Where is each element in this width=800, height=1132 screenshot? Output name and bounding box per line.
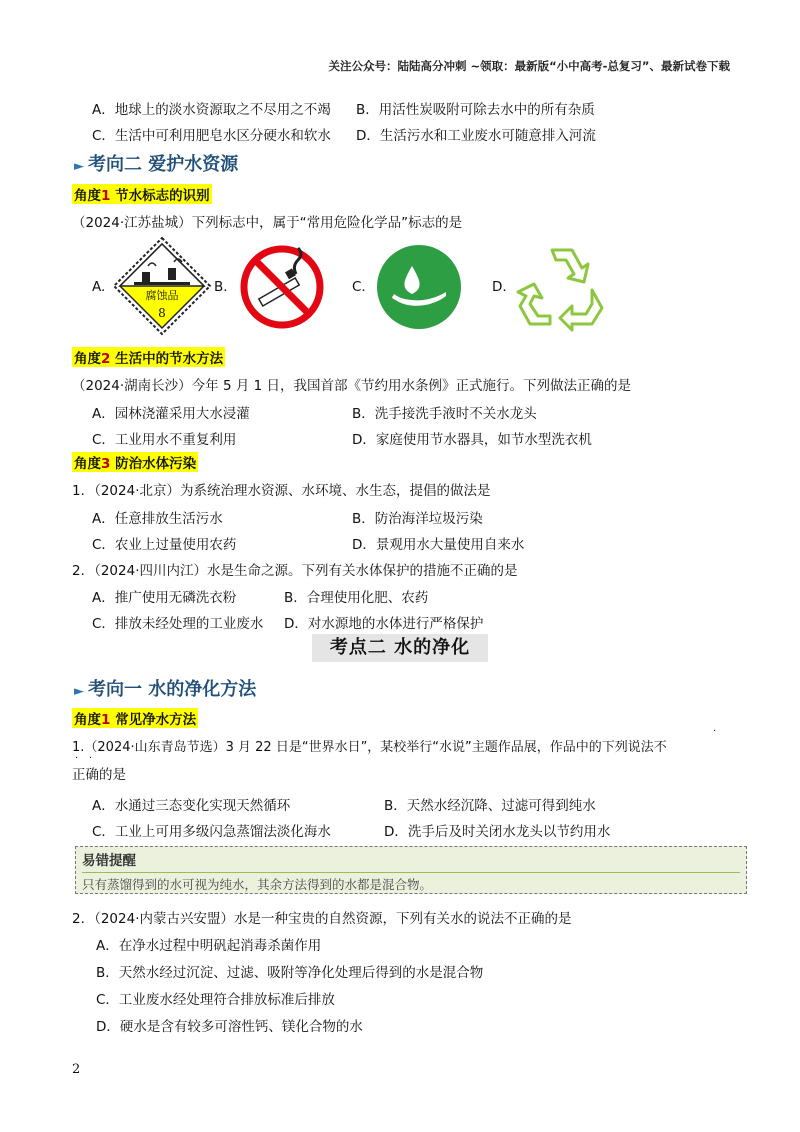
q2-option-a: A．园林浇灌采用大水浸灌 [92, 406, 250, 422]
q1-option-b-label: B. [214, 279, 228, 295]
tip-title: 易错提醒 [82, 853, 136, 869]
q0-option-b: B．用活性炭吸附可除去水中的所有杂质 [356, 102, 595, 118]
q0-option-d: D．生活污水和工业废水可随意排入河流 [356, 128, 596, 144]
q5-stem-line1: 1.（2024·山东青岛节选）3 月 22 日是“世界水日”，某校举行“水说”主题作品展，作品中的下列说法不 [72, 740, 667, 755]
angle-number: 1 [101, 712, 111, 728]
angle-text: 节水标志的识别 [115, 188, 210, 204]
recycle-sign-icon [514, 240, 608, 334]
angle-number: 1 [101, 188, 111, 204]
angle-prefix: 角度 [74, 456, 101, 472]
q6-option-a: A．在净水过程中明矾起消毒杀菌作用 [96, 938, 322, 954]
q6-option-c: C．工业废水经处理符合排放标准后排放 [96, 992, 335, 1008]
tip-body: 只有蒸馏得到的水可视为纯水，其余方法得到的水都是混合物。 [82, 877, 433, 892]
q5-option-d: D．洗手后及时关闭水龙头以节约用水 [384, 824, 611, 840]
no-smoking-sign-icon [236, 244, 328, 330]
q3-stem: 1．（2024·北京）为系统治理水资源、水环境、水生态，提倡的做法是 [72, 483, 491, 499]
q1-option-c-label: C. [352, 279, 366, 295]
angle-prefix: 角度 [74, 712, 101, 728]
q6-option-d: D．硬水是含有较多可溶性钙、镁化合物的水 [96, 1019, 363, 1035]
q5-option-b: B．天然水经沉降、过滤可得到纯水 [384, 798, 596, 814]
corrosive-sign-text: 腐蚀品 [145, 289, 179, 302]
section-marker-icon: ► [74, 159, 84, 174]
water-saving-sign-icon [374, 244, 464, 330]
emphasis-dot: · [89, 753, 93, 764]
kaodian-heading: 考点二 水的净化 [312, 634, 488, 662]
q1-option-d-label: D. [492, 279, 507, 295]
mistake-tip-box [75, 846, 747, 894]
angle-label-2 [72, 347, 225, 367]
q5-option-a: A．水通过三态变化实现天然循环 [92, 798, 291, 814]
angle-prefix: 角度 [74, 351, 101, 367]
q3-option-d: D．景观用水大量使用自来水 [352, 537, 525, 553]
corrosive-sign-number: 8 [158, 306, 166, 320]
section-heading-protect-water [74, 150, 238, 176]
section-heading-purification [74, 675, 256, 701]
angle-label-1 [72, 184, 212, 204]
page-number: 2 [72, 1062, 81, 1077]
angle-prefix: 角度 [74, 188, 101, 204]
q4-option-c: C．排放未经处理的工业废水 [92, 616, 264, 632]
angle-text: 防治水体污染 [115, 456, 197, 472]
q4-option-d: D．对水源地的水体进行严格保护 [284, 616, 484, 632]
angle-text: 常见净水方法 [115, 712, 197, 728]
emphasis-dot: · [75, 753, 79, 764]
q0-option-a: A．地球上的淡水资源取之不尽用之不竭 [92, 102, 331, 118]
q3-option-b: B．防治海洋垃圾污染 [352, 511, 483, 527]
q6-stem: 2．（2024·内蒙古兴安盟）水是一种宝贵的自然资源，下列有关水的说法不正确的是 [72, 911, 572, 927]
angle-label-purification-1 [72, 708, 198, 728]
angle-text: 生活中的节水方法 [115, 351, 224, 367]
angle-number: 2 [101, 351, 111, 367]
emphasis-dot: · [713, 726, 717, 737]
q4-option-b: B．合理使用化肥、农药 [284, 590, 429, 606]
angle-label-3 [72, 452, 198, 472]
q2-option-b: B．洗手接洗手液时不关水龙头 [352, 406, 537, 422]
angle-number: 3 [101, 456, 111, 472]
q6-option-b: B．天然水经过沉淀、过滤、吸附等净化处理后得到的水是混合物 [96, 965, 484, 981]
q2-stem: （2024·湖南长沙）今年 5 月 1 日，我国首部《节约用水条例》正式施行。下列做法正确的是 [72, 378, 631, 394]
section-title: 考向一 水的净化方法 [88, 679, 257, 700]
q4-option-a: A．推广使用无磷洗衣粉 [92, 590, 237, 606]
q2-option-d: D．家庭使用节水器具，如节水型洗衣机 [352, 432, 592, 448]
section-title: 考向二 爱护水资源 [88, 154, 239, 175]
q5-option-c: C．工业上可用多级闪急蒸馏法淡化海水 [92, 824, 331, 840]
q1-option-a-label: A. [92, 279, 106, 295]
q3-option-a: A．任意排放生活污水 [92, 511, 223, 527]
q4-stem: 2．（2024·四川内江）水是生命之源。下列有关水体保护的措施不正确的是 [72, 563, 518, 579]
corrosive-hazard-sign-icon [112, 236, 212, 336]
q3-option-c: C．农业上过量使用农药 [92, 537, 237, 553]
tip-divider [82, 872, 740, 873]
section-marker-icon: ► [74, 684, 84, 699]
q2-option-c: C．工业用水不重复利用 [92, 432, 237, 448]
page-header: 关注公众号：陆陆高分冲刺 ~领取：最新版“小中高考-总复习”、最新试卷下载 [328, 59, 730, 73]
q5-stem-line2: 正确的是 [72, 767, 126, 783]
q0-option-c: C．生活中可利用肥皂水区分硬水和软水 [92, 128, 331, 144]
q1-stem: （2024·江苏盐城）下列标志中，属于“常用危险化学品”标志的是 [72, 215, 463, 231]
